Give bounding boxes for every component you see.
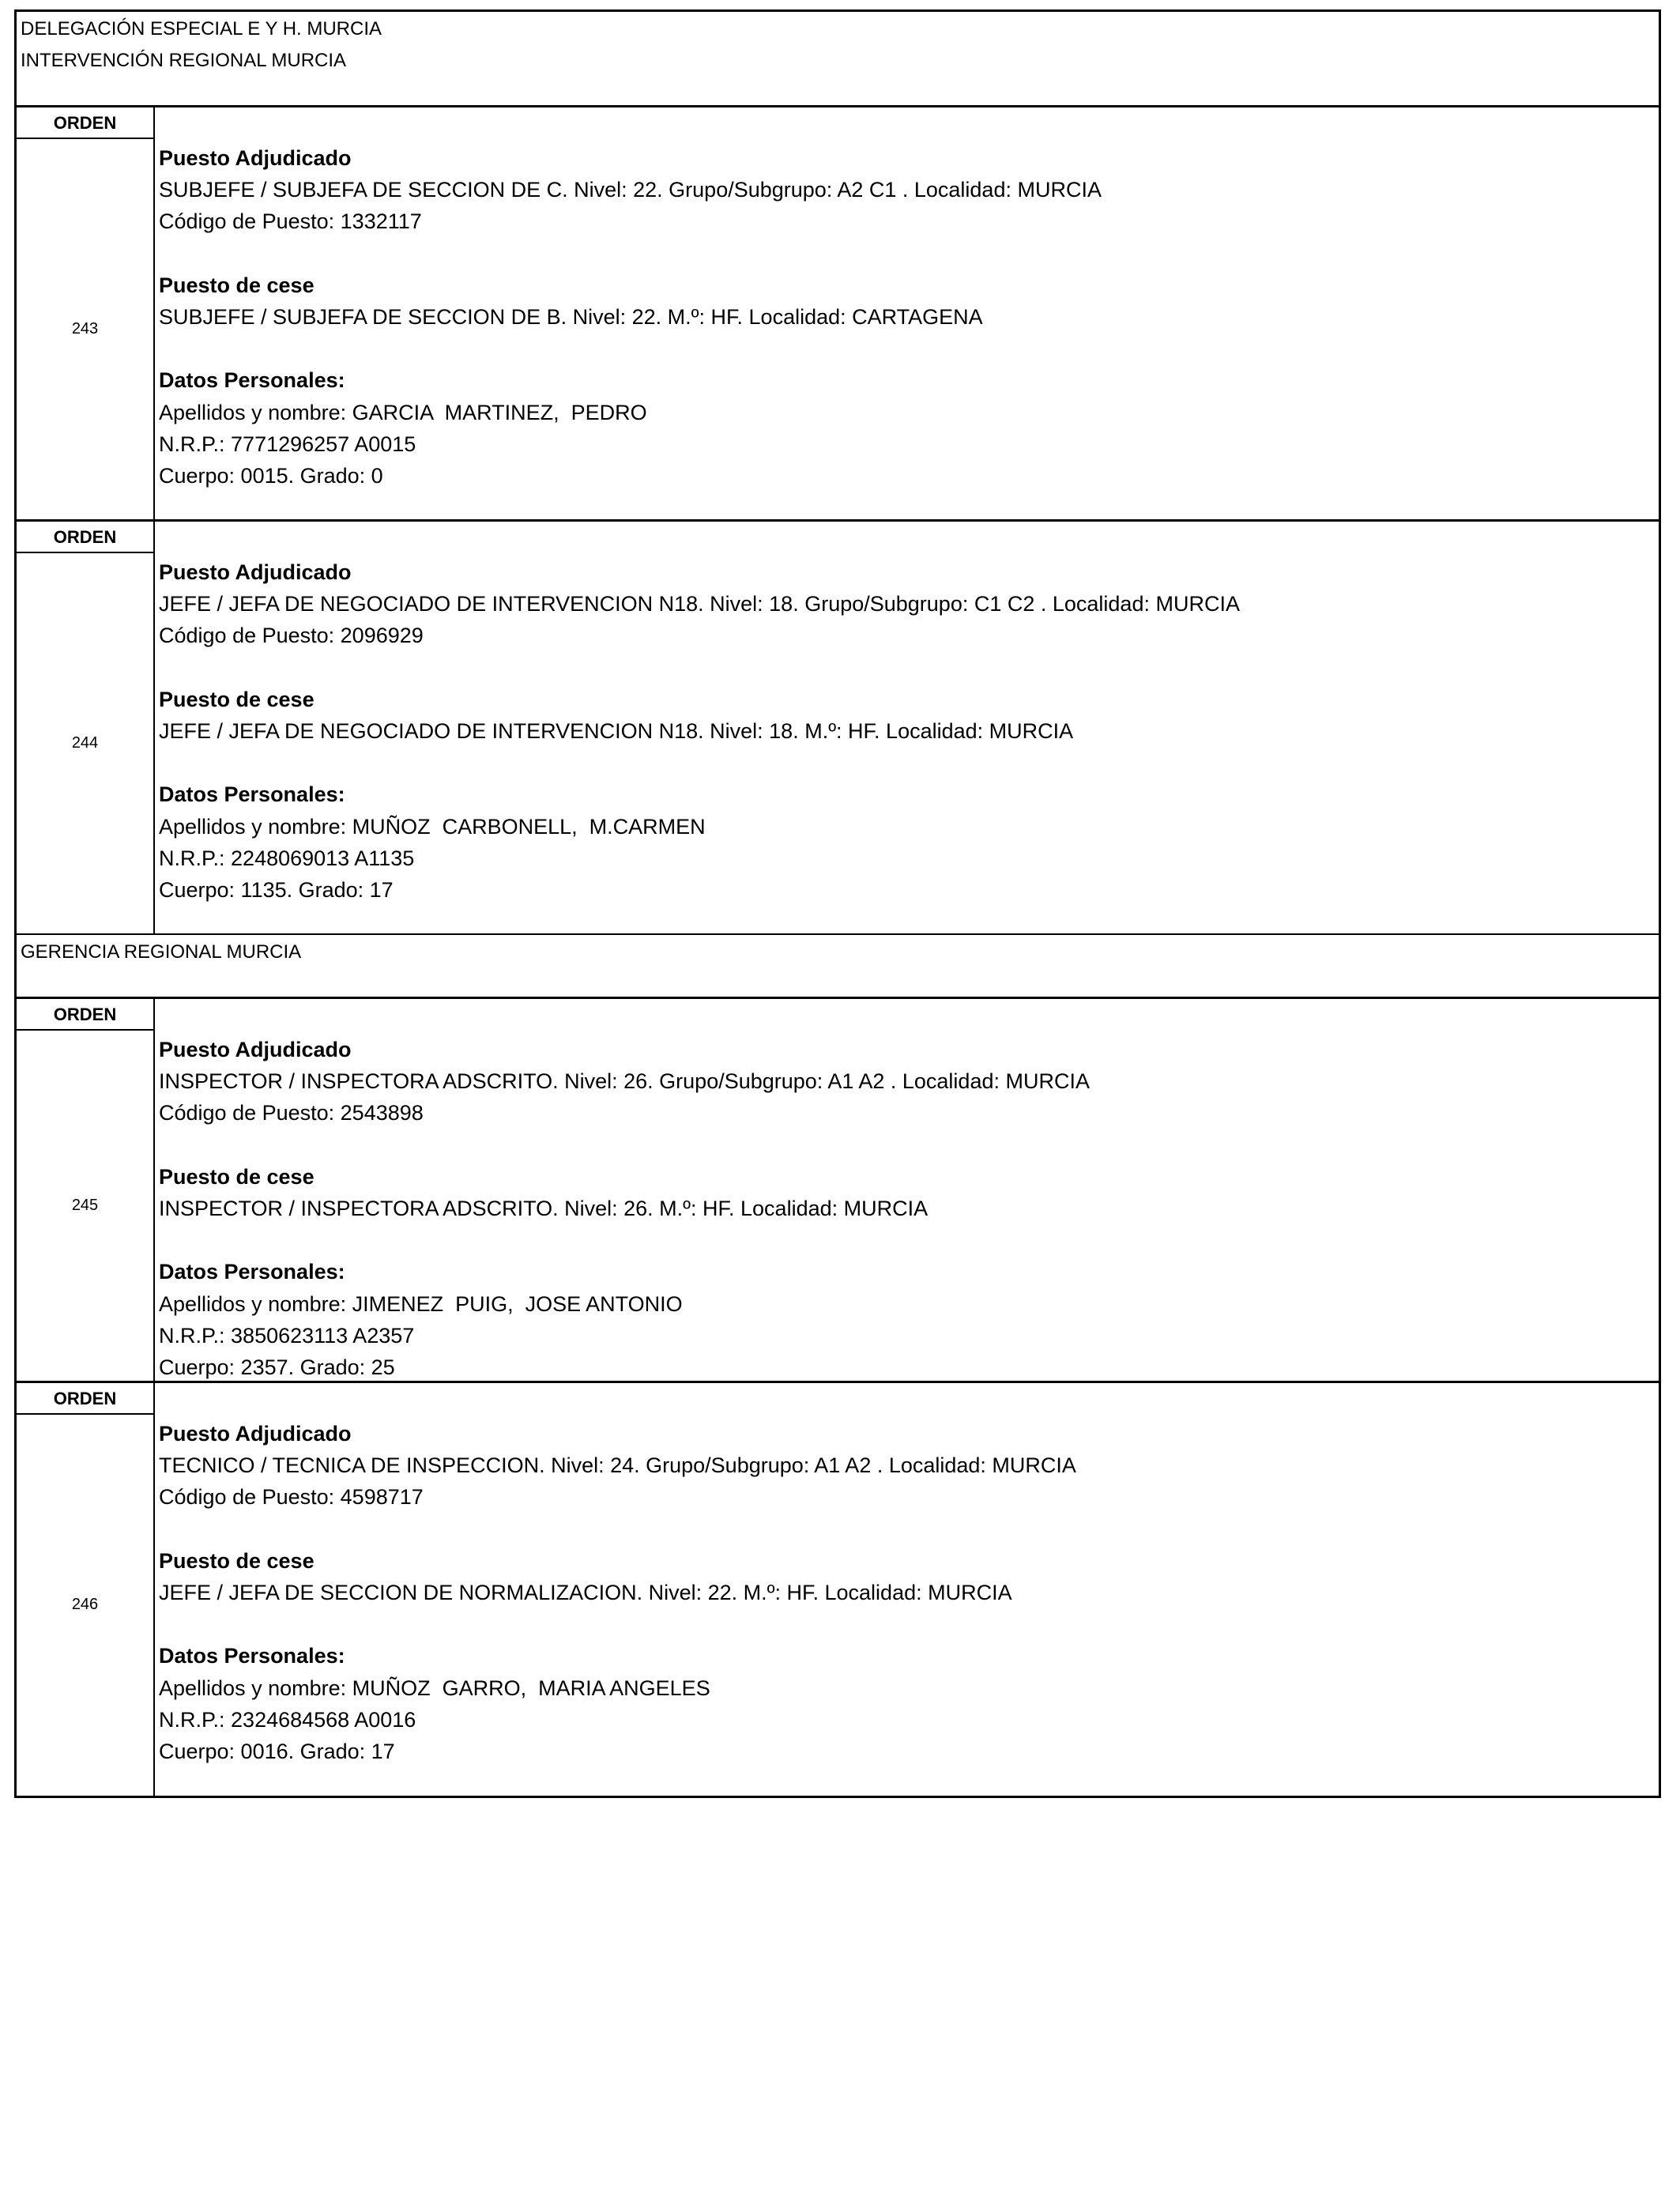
nrp: N.R.P.: 2324684568 A0016 bbox=[159, 1707, 416, 1732]
adjudicado-position: JEFE / JEFA DE NEGOCIADO DE INTERVENCION N18. Nivel: 18. Grupo/Subgrupo: C1 C2 . Localidad: MURCIA bbox=[159, 592, 1240, 616]
full-name: Apellidos y nombre: GARCIA MARTINEZ, PEDRO bbox=[159, 400, 647, 424]
entry-details bbox=[155, 1383, 1659, 1796]
full-name: Apellidos y nombre: JIMENEZ PUIG, JOSE ANTONIO bbox=[159, 1291, 683, 1316]
nrp: N.R.P.: 3850623113 A2357 bbox=[159, 1323, 415, 1348]
intervention-title: INTERVENCIÓN REGIONAL MURCIA bbox=[21, 50, 347, 71]
order-column bbox=[17, 1383, 155, 1796]
full-name: Apellidos y nombre: MUÑOZ CARBONELL, M.CARMEN bbox=[159, 814, 706, 839]
personal-data-heading: Datos Personales: bbox=[159, 368, 345, 393]
cuerpo-grado: Cuerpo: 2357. Grado: 25 bbox=[159, 1355, 395, 1379]
cese-position: JEFE / JEFA DE SECCION DE NORMALIZACION. Nivel: 22. M.º: HF. Localidad: MURCIA bbox=[159, 1580, 1012, 1604]
order-column bbox=[17, 999, 155, 1381]
position-code: Código de Puesto: 2096929 bbox=[159, 624, 424, 648]
cuerpo-grado: Cuerpo: 0015. Grado: 0 bbox=[159, 463, 383, 488]
section-title: GERENCIA REGIONAL MURCIA bbox=[21, 941, 302, 963]
entry-row bbox=[14, 105, 1661, 519]
order-label: ORDEN bbox=[17, 1383, 153, 1415]
personal-data-heading: Datos Personales: bbox=[159, 1644, 345, 1668]
personal-data-heading: Datos Personales: bbox=[159, 1260, 345, 1284]
cese-position: INSPECTOR / INSPECTORA ADSCRITO. Nivel: 26. M.º: HF. Localidad: MURCIA bbox=[159, 1196, 929, 1220]
order-number: 244 bbox=[71, 734, 99, 752]
entry-details bbox=[155, 107, 1659, 519]
adjudicado-heading: Puesto Adjudicado bbox=[159, 1038, 352, 1061]
document-header bbox=[14, 9, 1661, 105]
section-header bbox=[14, 933, 1661, 997]
personal-data-heading: Datos Personales: bbox=[159, 782, 345, 807]
adjudicado-heading: Puesto Adjudicado bbox=[159, 1422, 352, 1446]
order-number: 245 bbox=[71, 1197, 99, 1214]
position-code: Código de Puesto: 1332117 bbox=[159, 209, 422, 234]
position-code: Código de Puesto: 2543898 bbox=[159, 1101, 424, 1125]
order-label: ORDEN bbox=[17, 107, 153, 139]
cese-heading: Puesto de cese bbox=[159, 1164, 315, 1189]
cese-position: JEFE / JEFA DE NEGOCIADO DE INTERVENCION N18. Nivel: 18. M.º: HF. Localidad: MURCIA bbox=[159, 718, 1074, 743]
order-label: ORDEN bbox=[17, 999, 153, 1031]
entry-row bbox=[14, 519, 1661, 933]
delegation-title: DELEGACIÓN ESPECIAL E Y H. MURCIA bbox=[21, 18, 382, 40]
cese-heading: Puesto de cese bbox=[159, 687, 315, 711]
adjudicado-heading: Puesto Adjudicado bbox=[159, 146, 352, 170]
order-number: 243 bbox=[71, 320, 99, 337]
order-column bbox=[17, 522, 155, 933]
entry-row bbox=[14, 997, 1661, 1381]
nrp: N.R.P.: 2248069013 A1135 bbox=[159, 846, 415, 870]
cuerpo-grado: Cuerpo: 1135. Grado: 17 bbox=[159, 877, 394, 902]
adjudicado-position: TECNICO / TECNICA DE INSPECCION. Nivel: 24. Grupo/Subgrupo: A1 A2 . Localidad: MURCIA bbox=[159, 1453, 1076, 1478]
order-number: 246 bbox=[71, 1596, 99, 1613]
adjudicado-heading: Puesto Adjudicado bbox=[159, 560, 352, 584]
position-code: Código de Puesto: 4598717 bbox=[159, 1485, 424, 1510]
nrp: N.R.P.: 7771296257 A0015 bbox=[159, 432, 416, 456]
full-name: Apellidos y nombre: MUÑOZ GARRO, MARIA ANGELES bbox=[159, 1676, 710, 1700]
cuerpo-grado: Cuerpo: 0016. Grado: 17 bbox=[159, 1739, 395, 1763]
order-column bbox=[17, 107, 155, 519]
cese-heading: Puesto de cese bbox=[159, 1548, 315, 1573]
entry-details bbox=[155, 522, 1659, 933]
cese-heading: Puesto de cese bbox=[159, 273, 315, 297]
cese-position: SUBJEFE / SUBJEFA DE SECCION DE B. Nivel: 22. M.º: HF. Localidad: CARTAGENA bbox=[159, 304, 983, 329]
document-page bbox=[14, 9, 1661, 1798]
order-label: ORDEN bbox=[17, 522, 153, 553]
entry-details bbox=[155, 999, 1659, 1381]
entry-row bbox=[14, 1381, 1661, 1798]
adjudicado-position: SUBJEFE / SUBJEFA DE SECCION DE C. Nivel: 22. Grupo/Subgrupo: A2 C1 . Localidad: MURCIA bbox=[159, 178, 1102, 202]
adjudicado-position: INSPECTOR / INSPECTORA ADSCRITO. Nivel: 26. Grupo/Subgrupo: A1 A2 . Localidad: MURCIA bbox=[159, 1069, 1090, 1094]
